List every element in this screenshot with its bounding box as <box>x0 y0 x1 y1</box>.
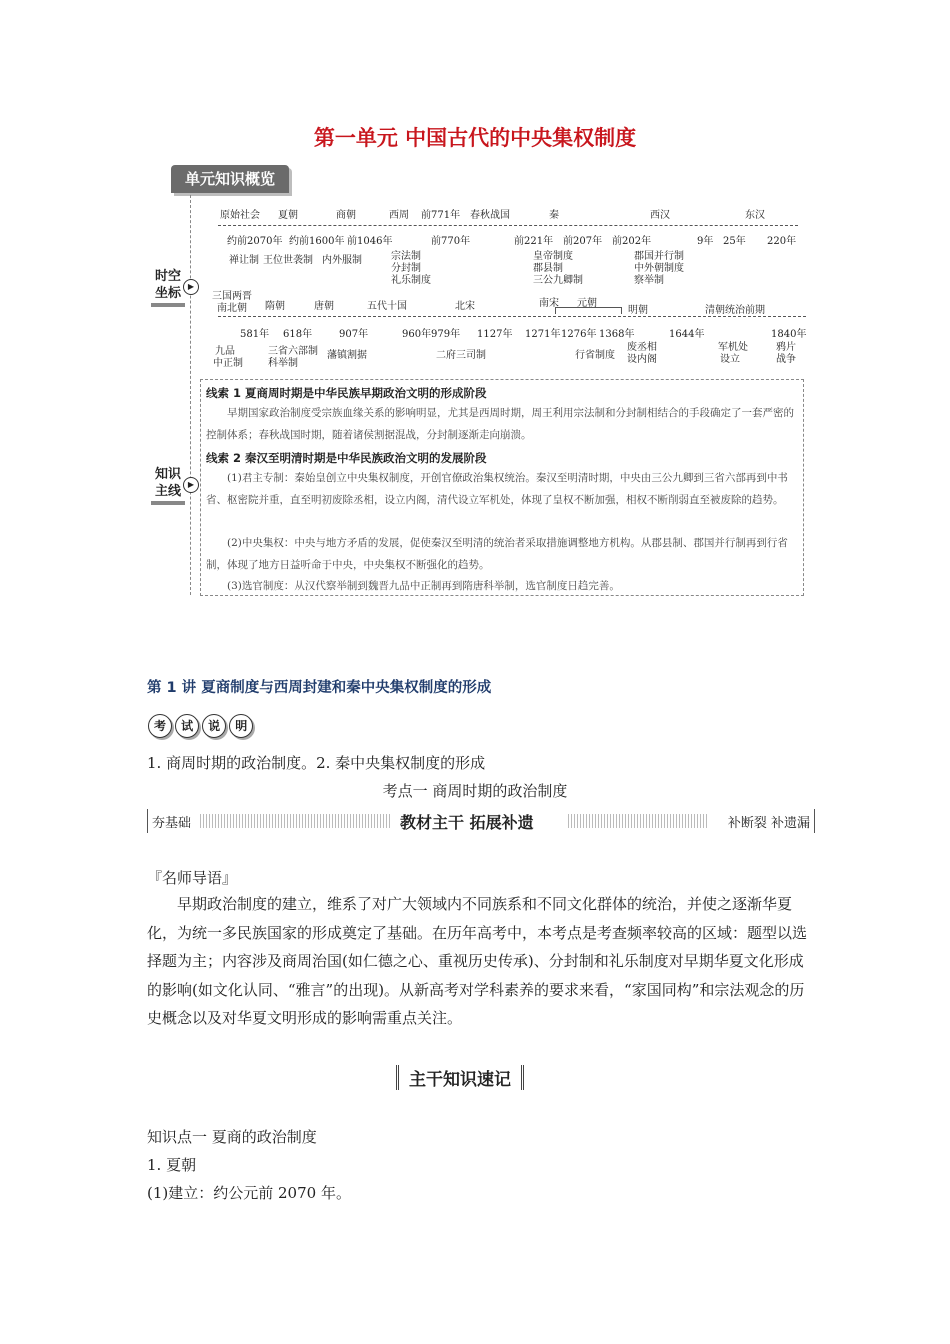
era-label: 西周 <box>389 210 409 221</box>
year-label: 907年 <box>339 329 369 340</box>
institution-group <box>268 346 318 370</box>
institution-group <box>718 342 748 366</box>
institution-label: 分封制 <box>391 263 421 274</box>
play-icon: ▶ <box>183 279 199 295</box>
side-label-timeline-line2: 坐标 <box>154 286 181 301</box>
institution-label: 设立 <box>720 354 740 365</box>
institution-label: 王位世袭制 <box>263 255 313 266</box>
year-label: 1368年 <box>599 329 635 340</box>
clue-2-text-1: (1)君主专制：秦始皇创立中央集权制度，开创官僚政治集权统治。秦汉至明清时期，中央由三公九卿到三省六部再到中书省、枢密院并重，直至明初废除丞相，设立内阁，清代设立军机处，体现了皇权不断加强，相权不断削弱直至被废除的趋势。 <box>206 472 788 506</box>
institution-label: 战争 <box>776 354 796 365</box>
guide-label: 『名师导语』 <box>147 869 238 887</box>
era-label: 东汉 <box>745 210 765 221</box>
institution-group <box>627 342 657 366</box>
guide-text: 早期政治制度的建立，维系了对广大领域内不同族系和不同文化群体的统治，并使之逐渐华夏化，为统一多民族国家的形成奠定了基础。在历年高考中，本考点是考查频率较高的区域：题型以选择题为主；内容涉及商周治国(如仁德之心、重视历史传承)、分封制和礼乐制度对早期华夏文化形成的影响(如文化认同、“雅言”的出现)。从新高考对学科素养的要求来看，“家国同构”和宗法观念的历史概念以及对华夏文明形成的影响需重点关注。 <box>147 895 808 1027</box>
side-label-clues-line1: 知识 <box>154 467 181 482</box>
institution-label: 礼乐制度 <box>391 275 431 286</box>
era-label: 原始社会 <box>220 210 260 221</box>
institution-label: 禅让制 <box>229 255 259 266</box>
exam-badge: 试 <box>175 714 199 738</box>
year-label: 前221年 <box>514 236 554 247</box>
institution-label: 三公九卿制 <box>533 275 583 286</box>
year-label: 1276年 <box>561 329 597 340</box>
item-1: 1. 夏朝 <box>147 1156 197 1174</box>
year-label: 1644年 <box>669 329 705 340</box>
year-label: 前202年 <box>612 236 652 247</box>
year-label: 9年 <box>697 236 714 247</box>
side-label-clues-line2: 主线 <box>154 484 181 499</box>
institution-label: 郡国并行制 <box>634 251 684 262</box>
knowledge-point: 知识点一 夏商的政治制度 <box>147 1128 317 1146</box>
era-label: 夏朝 <box>278 210 298 221</box>
banner-right: 补断裂 补遗漏 <box>727 816 810 831</box>
era-group <box>212 291 252 315</box>
institution-label: 军机处 <box>718 342 748 353</box>
institution-label: 内外服制 <box>322 255 362 266</box>
lecture-title: 第 1 讲 夏商制度与西周封建和秦中央集权制度的形成 <box>147 680 492 696</box>
banner-left: 夯基础 <box>152 816 192 831</box>
exam-badge: 考 <box>148 714 172 738</box>
year-label: 前207年 <box>563 236 603 247</box>
institution-group <box>391 251 431 287</box>
era-label: 五代十国 <box>367 301 407 312</box>
timeline-axis-1 <box>218 225 798 226</box>
side-label-timeline-line1: 时空 <box>154 269 181 284</box>
clue-1-text: 早期国家政治制度受宗族血缘关系的影响明显，尤其是西周时期，周王利用宗法制和分封制相结合的手段确定了一套严密的控制体系；春秋战国时期，随着诸侯割据混战，分封制逐渐走向崩溃。 <box>206 407 794 441</box>
institution-label: 九品 <box>215 346 235 357</box>
side-label-timeline <box>148 268 188 307</box>
institution-label: 二府三司制 <box>436 350 486 361</box>
overview-tab: 单元知识概览 <box>171 165 289 193</box>
institution-label: 鸦片 <box>776 342 796 353</box>
institution-group <box>213 346 243 370</box>
era-label: 春秋战国 <box>470 210 510 221</box>
era-label: 唐朝 <box>314 301 334 312</box>
institution-group <box>776 342 796 366</box>
institution-label: 中正制 <box>213 358 243 369</box>
institution-label: 行省制度 <box>575 350 615 361</box>
era-label: 前771年 <box>421 210 461 221</box>
institution-label: 藩镇割据 <box>327 350 367 361</box>
year-label: 25年 <box>723 236 746 247</box>
institution-label: 宗法制 <box>391 251 421 262</box>
clue-2-heading: 线索 2 秦汉至明清时期是中华民族政治文明的发展阶段 <box>206 451 487 465</box>
clue-2-text-3: (3)选官制度：从汉代察举制到魏晋九品中正制再到隋唐科举制，选官制度日趋完善。 <box>227 580 620 592</box>
institution-group <box>533 251 583 287</box>
vertical-divider <box>190 195 191 595</box>
year-label: 前1046年 <box>347 236 393 247</box>
institution-label: 皇帝制度 <box>533 251 573 262</box>
year-label: 581年 <box>240 329 270 340</box>
unit-title: 第一单元 中国古代的中央集权制度 <box>313 126 637 150</box>
exam-badges <box>148 714 251 738</box>
era-label: 明朝 <box>628 305 648 316</box>
institution-label: 中外朝制度 <box>634 263 684 274</box>
era-label: 南北朝 <box>217 303 247 314</box>
year-label: 1840年 <box>771 329 807 340</box>
banner-center: 教材主干 拓展补遗 <box>400 813 534 832</box>
institution-label: 设内阁 <box>627 354 657 365</box>
era-label: 西汉 <box>650 210 670 221</box>
exam-point: 考点一 商周时期的政治制度 <box>382 782 568 800</box>
exam-badge: 明 <box>229 714 253 738</box>
play-icon: ▶ <box>183 477 199 493</box>
year-label: 618年 <box>283 329 313 340</box>
year-label: 前770年 <box>431 236 471 247</box>
era-label: 秦 <box>549 210 559 221</box>
institution-label: 废丞相 <box>627 342 657 353</box>
year-label: 220年 <box>767 236 797 247</box>
institution-label: 察举制 <box>634 275 664 286</box>
timeline-axis-2 <box>218 316 806 317</box>
yuan-bracket <box>555 307 622 314</box>
institution-label: 郡县制 <box>533 263 563 274</box>
era-label: 元朝 <box>577 298 597 309</box>
era-label: 三国两晋 <box>212 291 252 302</box>
year-label: 1271年 <box>525 329 561 340</box>
year-label: 1127年 <box>477 329 513 340</box>
side-label-clues <box>148 466 188 505</box>
institution-label: 科举制 <box>268 358 298 369</box>
era-label: 隋朝 <box>265 301 285 312</box>
exam-scope: 1. 商周时期的政治制度。2. 秦中央集权制度的形成 <box>147 754 486 772</box>
institution-label: 三省六部制 <box>268 346 318 357</box>
institution-group <box>634 251 684 287</box>
section-banner <box>147 809 815 833</box>
year-label: 约前2070年 <box>227 236 283 247</box>
clue-2-text-2: (2)中央集权：中央与地方矛盾的发展，促使秦汉至明清的统治者采取措施调整地方机构。从郡县制、郡国并行制再到行省制，体现了地方日益听命于中央，中央集权不断强化的趋势。 <box>206 537 788 571</box>
era-label: 商朝 <box>336 210 356 221</box>
exam-badge: 说 <box>202 714 226 738</box>
year-label: 979年 <box>431 329 461 340</box>
era-label: 南宋 <box>539 298 559 309</box>
year-label: 960年 <box>402 329 432 340</box>
item-1-1: (1)建立：约公元前 2070 年。 <box>147 1184 351 1202</box>
year-label: 约前1600年 <box>289 236 345 247</box>
era-label: 清朝统治前期 <box>705 305 765 316</box>
era-label: 北宋 <box>455 301 475 312</box>
knowledge-title: 主干知识速记 <box>396 1065 524 1090</box>
clue-1-heading: 线索 1 夏商周时期是中华民族早期政治文明的形成阶段 <box>206 386 487 400</box>
